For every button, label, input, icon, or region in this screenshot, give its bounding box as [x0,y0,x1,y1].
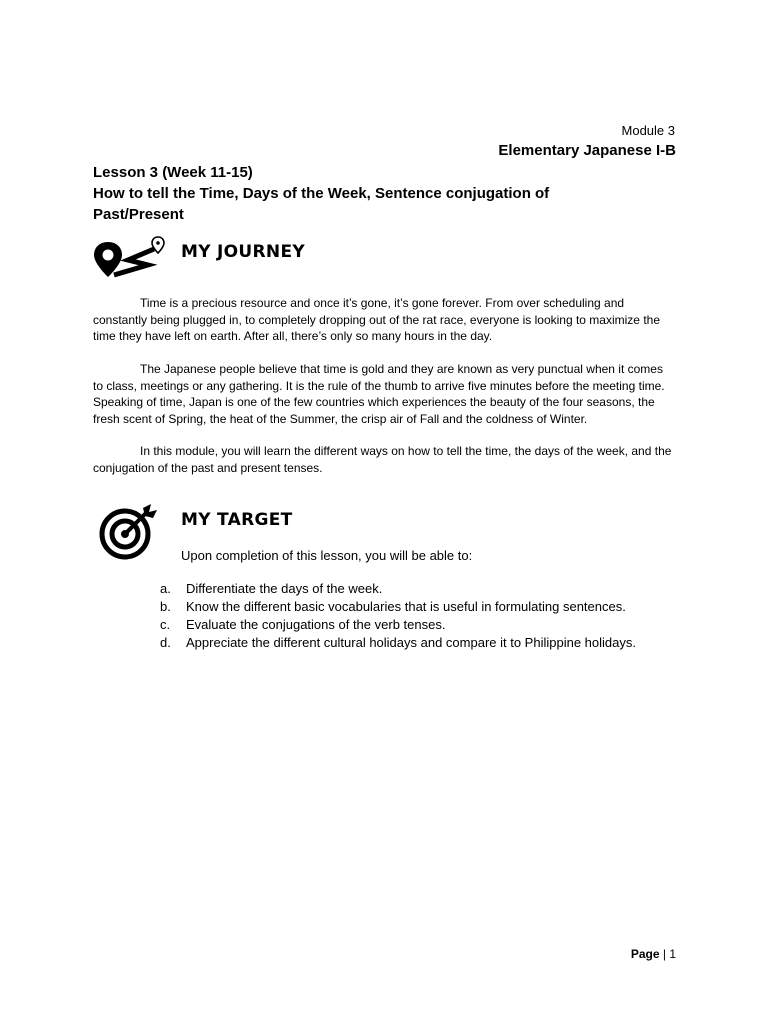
page-footer [631,947,676,961]
target-intro: Upon completion of this lesson, you will be able to: [181,548,473,563]
list-item [160,598,690,616]
list-marker: a. [160,581,171,596]
objectives-list [160,580,690,652]
lesson-title: Lesson 3 (Week 11-15) [93,164,253,181]
objective-text: Know the different basic vocabularies that is useful in formulating sentences. [186,599,626,614]
journey-section-header [92,236,305,282]
list-marker: d. [160,635,171,650]
journey-paragraph: In this module, you will learn the different ways on how to tell the time, the days of the week, and the conjugation of the past and present tenses. [93,444,672,475]
journey-paragraph: Time is a precious resource and once it’s gone, it’s gone forever. From over scheduling and constantly being plugged in, to completely dropping out of the rat race, everyone is looking to maximize the time they have left on earth. After all, there’s only so many hours in the day. [93,296,660,343]
module-label: Module 3 [621,123,675,138]
map-route-pin-icon [92,236,172,282]
list-marker: b. [160,599,171,614]
objective-text: Differentiate the days of the week. [186,581,383,596]
objective-text: Evaluate the conjugations of the verb tenses. [186,617,446,632]
journey-paragraph: The Japanese people believe that time is gold and they are known as very punctual when it comes to class, meetings or any gathering. It is the rule of the thumb to arrive five minutes before the meeting time. Speaking of time, Japan is one of the few countries which experiences the beauty of the four seasons, the fresh scent of Spring, the heat of the Summer, the crisp air of Fall and the coldness of Winter. [93,362,665,426]
objective-text: Appreciate the different cultural holidays and compare it to Philippine holidays. [186,635,636,650]
page-number: 1 [669,947,676,961]
page-label: Page [630,947,660,961]
lesson-header [93,162,693,225]
target-section-header [97,502,293,560]
journey-heading: MY JOURNEY [181,242,305,262]
lesson-subtitle: How to tell the Time, Days of the Week, Sentence conjugation of Past/Present [93,185,550,223]
list-item [160,616,690,634]
list-item [160,634,690,652]
bullseye-arrow-icon [97,502,161,560]
page-separator: | [662,947,666,961]
list-marker: c. [160,617,171,632]
target-heading: MY TARGET [181,510,293,530]
course-title: Elementary Japanese I-B [498,142,676,159]
list-item [160,580,690,598]
